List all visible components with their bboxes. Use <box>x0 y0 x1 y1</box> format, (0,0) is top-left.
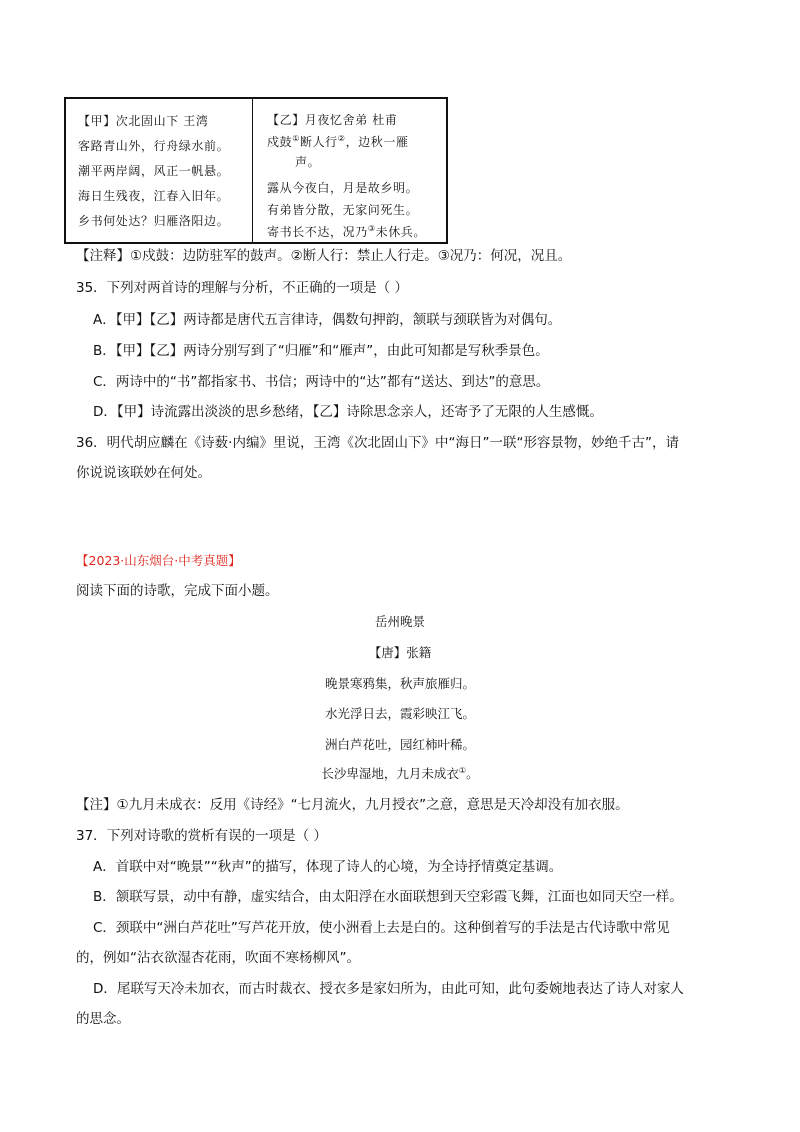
poem-yi-line: 有弟皆分散，无家问死生。 <box>267 203 419 217</box>
poem-text: 。 <box>466 766 479 781</box>
poem-yi-text: 戍鼓 <box>267 135 293 149</box>
poem-jia-cell <box>66 99 253 242</box>
footnote-marker: ② <box>337 134 346 143</box>
question-35-stem: 35．下列对两首诗的理解与分析，不正确的一项是（ ） <box>76 280 408 296</box>
poem-yi-cell <box>253 99 446 242</box>
question-35-option-c: C．两诗中的“书”都指家书、书信；两诗中的“达”都有“送达、到达”的意思。 <box>93 374 550 390</box>
poem-line: 水光浮日去，霞彩映江飞。 <box>324 706 475 721</box>
poem-jia-line: 海日生残夜，江春入旧年。 <box>78 189 230 203</box>
poem-yi-line-cont: 声。 <box>295 155 321 169</box>
poem-yi-title: 【乙】月夜忆舍弟 杜甫 <box>267 113 398 127</box>
poem-comparison-table <box>64 97 448 244</box>
question-37-stem: 37．下列对诗歌的赏析有误的一项是（ ） <box>76 828 327 844</box>
question-35-option-d: D．【甲】诗流露出淡淡的思乡愁绪，【乙】诗除思念亲人，还寄予了无限的人生感慨。 <box>93 404 603 420</box>
question-36-line: 你说说该联妙在何处。 <box>76 465 211 481</box>
poem-yi-line <box>267 132 446 152</box>
poem-text: 长沙卑湿地，九月未成衣 <box>321 766 459 781</box>
question-37-option-c: C．颈联中“洲白芦花吐”写芦花开放，使小洲看上去是白的。这种倒着写的手法是古代诗歌中常见 <box>93 920 670 936</box>
footnote-marker: ③ <box>367 224 376 233</box>
poem-title: 岳州晚景 <box>374 614 425 629</box>
poem-jia-line: 潮平两岸阔，风正一帆悬。 <box>78 164 230 178</box>
reading-instruction: 阅读下面的诗歌，完成下面小题。 <box>76 583 279 599</box>
footnote-marker: ① <box>458 766 467 775</box>
footnote-marker: ① <box>292 134 300 143</box>
poem-line: 洲白芦花吐，园红柿叶稀。 <box>324 737 475 752</box>
poem-jia-title: 【甲】次北固山下 王湾 <box>78 114 209 128</box>
poem-line <box>0 764 800 784</box>
question-37-option-b: B．颔联写景，动中有静，虚实结合，由太阳浮在水面联想到天空彩霞飞舞，江面也如同天空一样。 <box>93 889 683 905</box>
poem-author: 【唐】张籍 <box>368 645 432 660</box>
notes-annotation: 【注释】①戍鼓：边防驻军的鼓声。②断人行：禁止人行走。③况乃：何况，况且。 <box>76 248 572 264</box>
question-37-option-a: A．首联中对“晚景”“秋声”的描写，体现了诗人的心境，为全诗抒情奠定基调。 <box>93 859 563 875</box>
poem-yi-text: 未休兵。 <box>375 225 426 239</box>
poem-yi-text: ，边秋一雁 <box>345 135 409 149</box>
poem-yi-line <box>267 221 446 243</box>
poem-yi-text: 断人行 <box>299 135 338 149</box>
source-tag: 【2023·山东烟台·中考真题】 <box>76 553 241 568</box>
question-35-option-a: A．【甲】【乙】两诗都是唐代五言律诗，偶数句押韵，颔联与颈联皆为对偶句。 <box>93 312 562 328</box>
poem-yi-text: 寄书长不达，况乃 <box>267 225 368 239</box>
question-37-option-c-cont: 的，例如“沾衣欲湿杏花雨，吹面不寒杨柳风”。 <box>76 950 360 966</box>
question-37-option-d: D．尾联写天冷未加衣，而古时裁衣、授衣多是家妇所为，由此可知，此句委婉地表达了诗人对家人 <box>93 981 684 997</box>
notes-annotation: 【注】①九月未成衣：反用《诗经》“七月流火，九月授衣”之意，意思是天冷却没有加衣服。 <box>76 797 629 813</box>
question-36-line: 36．明代胡应麟在《诗薮·内编》里说，王湾《次北固山下》中“海日”一联“形容景物，妙绝千古”，请 <box>76 435 679 451</box>
poem-jia-line: 乡书何处达？归雁洛阳边。 <box>78 214 230 228</box>
poem-jia-line: 客路青山外，行舟绿水前。 <box>78 139 230 153</box>
poem-line: 晚景寒鸦集，秋声旅雁归。 <box>324 676 475 691</box>
question-35-option-b: B．【甲】【乙】两诗分别写到了“归雁”和“雁声”，由此可知都是写秋季景色。 <box>93 343 549 359</box>
poem-yi-line: 露从今夜白，月是故乡明。 <box>267 181 419 195</box>
question-37-option-d-cont: 的思念。 <box>76 1011 130 1027</box>
